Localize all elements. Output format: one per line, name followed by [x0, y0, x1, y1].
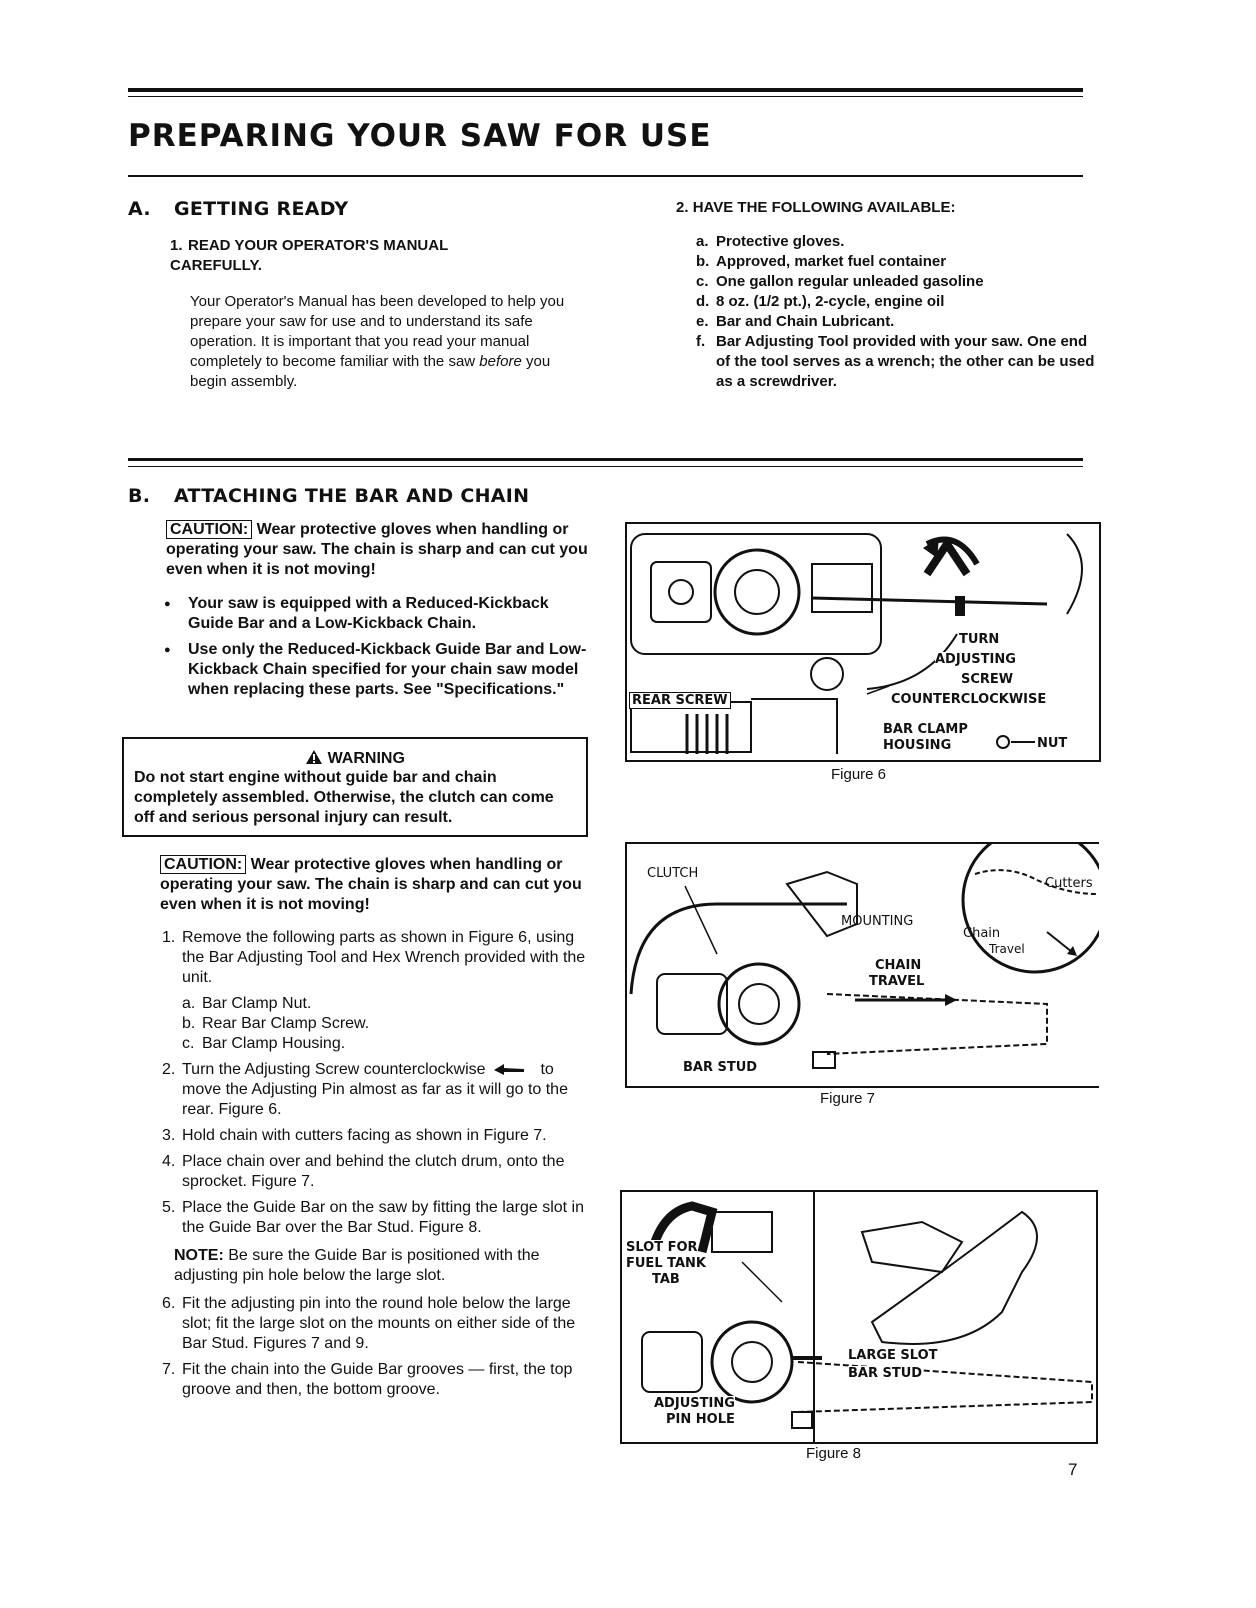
section-a-title: GETTING READY [174, 198, 349, 220]
fig7-cutters: Cutters [1045, 876, 1093, 891]
fig6-counterclockwise: COUNTERCLOCKWISE [891, 692, 1047, 707]
fig8-bar-stud: BAR STUD [848, 1366, 923, 1381]
steps-column [160, 928, 590, 1400]
step-4 [160, 1152, 590, 1192]
a1-body-end: you begin assembly. [190, 353, 551, 390]
a2-list-item [696, 292, 1096, 312]
note-label: NOTE: [174, 1247, 224, 1264]
step-1-sub-text: Bar Clamp Housing. [202, 1035, 346, 1052]
figure-8-caption: Figure 8 [806, 1445, 862, 1462]
step-1-sub-item [182, 1034, 590, 1054]
title-rule [128, 175, 1083, 177]
warning-text: Do not start engine without guide bar and chain completely assembled. Otherwise, the clutch can come off and serious personal injury can result. [134, 769, 554, 826]
fig7-bar-stud: BAR STUD [683, 1060, 758, 1075]
fig8-slot-for: SLOT FOR [626, 1240, 698, 1255]
a2-list-text: Protective gloves. [716, 233, 845, 250]
a1-body-emph: before [479, 353, 522, 370]
a2-list-item [696, 232, 1096, 252]
counterclockwise-arrow-icon [492, 1063, 526, 1075]
step-1-sub-key: b. [182, 1015, 196, 1032]
warning-title: WARNING [327, 750, 405, 767]
step-2-number: 2. [162, 1061, 176, 1078]
fig8-pin-hole: PIN HOLE [666, 1412, 735, 1427]
a1-heading [170, 236, 510, 276]
step-4-text: Place chain over and behind the clutch drum, onto the sprocket. Figure 7. [182, 1153, 565, 1190]
a2-list-text: One gallon regular unleaded gasoline [716, 273, 984, 290]
a2-list-text: Bar and Chain Lubricant. [716, 313, 895, 330]
fig6-turn: TURN [959, 632, 1000, 647]
fig6-housing: HOUSING [883, 738, 952, 753]
b-bullet-item: ● Use only the Reduced-Kickback Guide Bar and Low-Kickback Chain specified for your chain saw model when replacing these parts. See "Specifications." [164, 640, 590, 700]
step-1-number: 1. [162, 929, 176, 946]
b-bullet-item: ● Your saw is equipped with a Reduced-Kickback Guide Bar and a Low-Kickback Chain. [164, 594, 590, 634]
step-1-sub-key: a. [182, 995, 196, 1012]
step-1-sub-text: Rear Bar Clamp Screw. [202, 1015, 370, 1032]
a2-list-item [696, 312, 1096, 332]
a2-number: 2. [676, 199, 689, 216]
step-1-sub-text: Bar Clamp Nut. [202, 995, 312, 1012]
step-6-number: 6. [162, 1295, 176, 1312]
a1-body-main: Your Operator's Manual has been developed to help you prepare your saw for use and to understand its safe operation. It is important that you read your manual completely to become familiar with the saw [190, 293, 565, 370]
figure-6-caption: Figure 6 [831, 766, 887, 783]
step-2 [160, 1060, 590, 1120]
step-4-number: 4. [162, 1153, 176, 1170]
fig6-bar-clamp: BAR CLAMP [883, 722, 968, 737]
step-1-text: Remove the following parts as shown in Figure 6, using the Bar Adjusting Tool and Hex Wrench provided with the unit. [182, 929, 586, 986]
figure-8 [620, 1190, 1098, 1444]
top-rule-thick [128, 88, 1083, 92]
figure-7 [625, 842, 1099, 1088]
step-1 [160, 928, 590, 988]
step-7-number: 7. [162, 1361, 176, 1378]
step-1-sub-item [182, 1014, 590, 1034]
a2-list-text: Approved, market fuel container [716, 253, 947, 270]
section-a-letter: A. [128, 198, 151, 220]
fig7-clutch: CLUTCH [647, 866, 699, 881]
a2-list-item [696, 272, 1096, 292]
a1-body [190, 292, 588, 392]
step-7 [160, 1360, 590, 1400]
caution-2 [160, 855, 588, 915]
section-b-letter: B. [128, 485, 151, 507]
fig6-screw: SCREW [961, 672, 1014, 687]
section-b-heading [128, 485, 529, 507]
a2-list-key: b. [696, 253, 710, 270]
b-bullet-list [164, 594, 590, 706]
fig8-adjusting: ADJUSTING [654, 1396, 735, 1411]
a2-list-key: a. [696, 233, 709, 250]
step-2-text-a: Turn the Adjusting Screw counterclockwise [182, 1061, 486, 1078]
step-2-text-b: to move the Adjusting Pin almost as far as it will go to the rear. Figure 6. [182, 1061, 568, 1118]
step-5-number: 5. [162, 1199, 176, 1216]
a2-list-text: 8 oz. (1/2 pt.), 2-cycle, engine oil [716, 293, 945, 310]
section-a-heading [128, 198, 348, 220]
warning-box [122, 737, 588, 837]
a2-list-key: c. [696, 273, 709, 290]
figure-6 [625, 522, 1101, 762]
warning-header [124, 749, 586, 768]
fig7-mounting: MOUNTING [841, 914, 914, 929]
fig7-chain-travel-1: CHAIN [875, 958, 922, 973]
page-title: PREPARING YOUR SAW FOR USE [128, 118, 712, 154]
step-6 [160, 1294, 590, 1354]
a2-heading-text: HAVE THE FOLLOWING AVAILABLE: [692, 199, 956, 216]
fig8-tab: TAB [652, 1272, 680, 1287]
figure-6-illustration [627, 524, 1099, 760]
a1-heading-text: READ YOUR OPERATOR'S MANUAL CAREFULLY. [170, 237, 448, 274]
note [160, 1246, 590, 1286]
fig8-large-slot: LARGE SLOT [848, 1348, 938, 1363]
a2-list-key: d. [696, 293, 710, 310]
step-3 [160, 1126, 590, 1146]
caution-1-label: CAUTION: [166, 520, 252, 539]
warning-triangle-icon [305, 749, 323, 765]
step-3-text: Hold chain with cutters facing as shown in Figure 7. [182, 1127, 547, 1144]
section-b-rule-thick [128, 458, 1083, 461]
a2-list-key: e. [696, 313, 709, 330]
fig8-fuel-tank: FUEL TANK [626, 1256, 706, 1271]
a2-list-key: f. [696, 333, 706, 350]
fig7-travel: Travel [989, 942, 1025, 956]
step-1-sub-key: c. [182, 1035, 195, 1052]
section-b-title: ATTACHING THE BAR AND CHAIN [174, 485, 530, 507]
step-5-text: Place the Guide Bar on the saw by fitting the large slot in the Guide Bar over the Bar Stud. Figure 8. [182, 1199, 585, 1236]
caution-2-label: CAUTION: [160, 855, 246, 874]
step-7-text: Fit the chain into the Guide Bar grooves — first, the top groove and then, the bottom groove. [182, 1361, 573, 1398]
a2-heading [676, 198, 955, 218]
step-3-number: 3. [162, 1127, 176, 1144]
step-5 [160, 1198, 590, 1238]
a2-list-text: Bar Adjusting Tool provided with your saw. One end of the tool serves as a wrench; the other can be used as a screwdriver. [716, 333, 1095, 390]
page-number: 7 [1068, 1460, 1078, 1479]
section-b-rule-thin [128, 466, 1083, 467]
step-6-text: Fit the adjusting pin into the round hole below the large slot; fit the large slot on the mounts on either side of the Bar Stud. Figures 7 and 9. [182, 1295, 576, 1352]
a1-number: 1. [170, 237, 183, 254]
a2-list-item [696, 252, 1096, 272]
fig6-adjusting: ADJUSTING [935, 652, 1016, 667]
step-1-sub-list [182, 994, 590, 1054]
caution-1-text: Wear protective gloves when handling or operating your saw. The chain is sharp and can cut you even when it is not moving! [166, 521, 588, 578]
top-rule-thin [128, 96, 1083, 97]
fig7-chain-travel-2: TRAVEL [869, 974, 925, 989]
fig7-chain: Chain [963, 926, 1001, 941]
caution-2-text: Wear protective gloves when handling or operating your saw. The chain is sharp and can cut you even when it is not moving! [160, 856, 582, 913]
fig6-rear-screw: REAR SCREW [629, 692, 731, 709]
step-1-sub-item [182, 994, 590, 1014]
a2-list-item [696, 332, 1096, 392]
note-text: Be sure the Guide Bar is positioned with the adjusting pin hole below the large slot. [174, 1247, 540, 1284]
figure-7-caption: Figure 7 [820, 1090, 876, 1107]
caution-1 [166, 520, 590, 580]
a2-list [696, 232, 1096, 392]
fig6-nut: NUT [1037, 736, 1068, 751]
